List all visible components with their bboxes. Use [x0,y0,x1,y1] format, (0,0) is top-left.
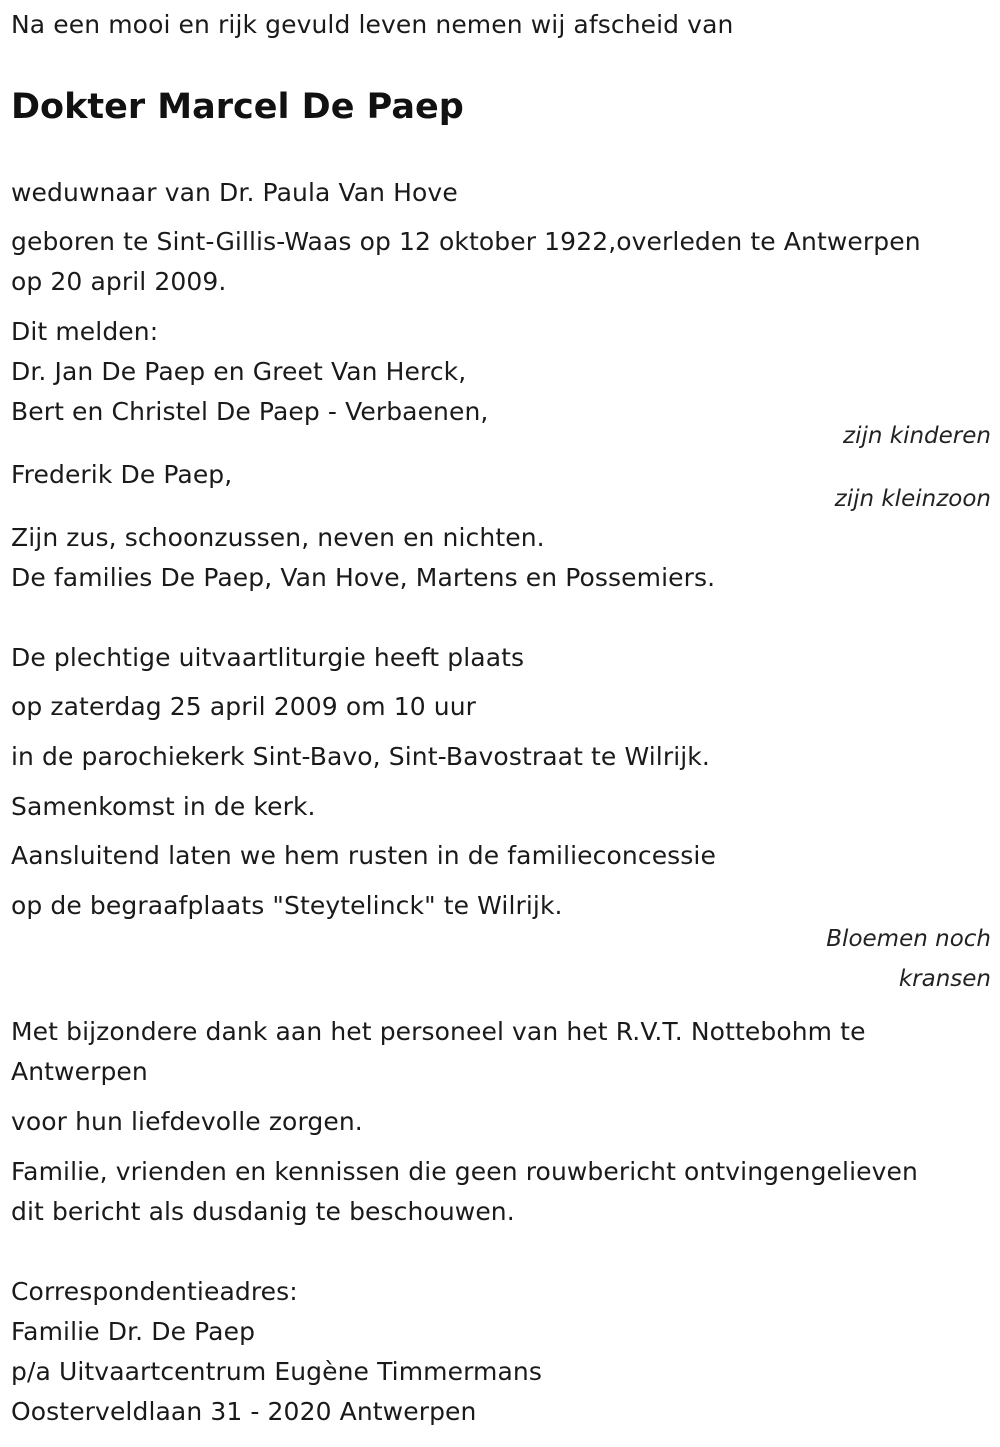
address-line-1: Familie Dr. De Paep [11,1317,256,1346]
grandson-line: Frederik De Paep, [11,460,233,489]
address-heading: Correspondentieadres: [11,1277,298,1306]
children-label: zijn kinderen [843,423,991,449]
grandson-label: zijn kleinzoon [834,486,991,512]
birth-death-line-1: geboren te Sint-Gillis-Waas op 12 oktober 1922,overleden te Antwerpen [11,227,921,256]
relatives-line: Zijn zus, schoonzussen, neven en nichten. [11,523,545,552]
gathering-text: Samenkomst in de kerk. [11,792,316,821]
address-line-2: p/a Uitvaartcentrum Eugène Timmermans [11,1357,542,1386]
flowers-line-1: Bloemen noch [826,926,991,952]
announcers-heading: Dit melden: [11,317,159,346]
intro-text: Na een mooi en rijk gevuld leven nemen wij afscheid van [11,10,734,39]
child-line: Dr. Jan De Paep en Greet Van Herck, [11,357,467,386]
thanks-line-1: Met bijzondere dank aan het personeel van het R.V.T. Nottebohm te [11,1017,866,1046]
families-line: De families De Paep, Van Hove, Martens en Possemiers. [11,563,716,592]
funeral-location: in de parochiekerk Sint-Bavo, Sint-Bavostraat te Wilrijk. [11,742,710,771]
birth-death-line-2: op 20 april 2009. [11,267,227,296]
notice-line-1: Familie, vrienden en kennissen die geen rouwbericht ontvingengelieven [11,1157,918,1186]
spouse-text: weduwnaar van Dr. Paula Van Hove [11,178,458,207]
burial-line-1: Aansluitend laten we hem rusten in de familieconcessie [11,841,716,870]
flowers-line-2: kransen [898,966,991,992]
notice-line-2: dit bericht als dusdanig te beschouwen. [11,1197,515,1226]
funeral-line-1: De plechtige uitvaartliturgie heeft plaats [11,643,525,672]
deceased-name: Dokter Marcel De Paep [11,87,464,127]
funeral-date: op zaterdag 25 april 2009 om 10 uur [11,692,477,721]
thanks-line-3: voor hun liefdevolle zorgen. [11,1107,363,1136]
address-line-3: Oosterveldlaan 31 - 2020 Antwerpen [11,1397,477,1426]
burial-line-2: op de begraafplaats "Steytelinck" te Wilrijk. [11,891,563,920]
child-line: Bert en Christel De Paep - Verbaenen, [11,397,489,426]
thanks-line-2: Antwerpen [11,1057,148,1086]
